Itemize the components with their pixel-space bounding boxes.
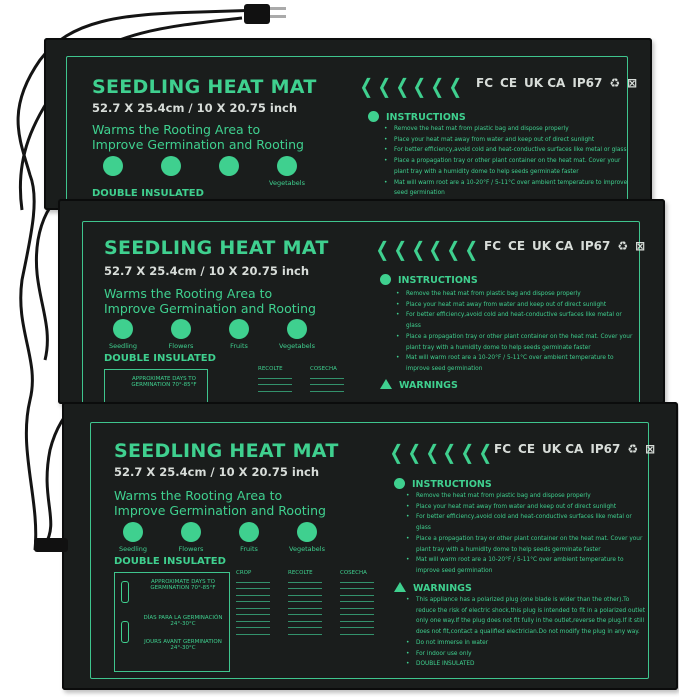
crop-columns: RECOLTE COSECHA	[258, 366, 344, 397]
fruit-icon: Fruits	[232, 522, 266, 553]
plant-icons	[116, 522, 324, 553]
mat-tagline: Warms the Rooting Area to Improve Germination and Rooting	[104, 286, 316, 316]
germination-row: DÍAS PARA LA GERMINACIÓN 24°-30°C	[143, 615, 223, 627]
cord-strain-relief	[34, 538, 68, 552]
seedling-icon: Seedling	[116, 522, 150, 553]
mat-dimensions: 52.7 X 25.4cm / 10 X 20.75 inch	[104, 264, 310, 278]
seedling-icon	[96, 156, 130, 187]
instructions-list: • Remove the heat mat from plastic bag and dispose properly • Place your heat mat away from water and keep out of direct sunlight • For better efficiency,avoid cold and heat-conductive surfaces like metal or glass • Place a propagation tray or other plant container on the heat mat. Cover your plant tray with a humidity dome to help seeds germinate faster • Mat will warm root are a 10-20°F / 5-11°C over ambient temperature to improve seed germination	[384, 124, 629, 199]
thermometer-icon	[121, 621, 129, 643]
vegetable-icon: Vegetabels	[290, 522, 324, 553]
instructions-heading: INSTRUCTIONS	[394, 478, 492, 490]
mat-title: SEEDLING HEAT MAT	[104, 237, 329, 259]
double-insulated-label: DOUBLE INSULATED	[114, 556, 226, 567]
warnings-list: • This appliance has a polarized plug (one blade is wider than the other).To reduce the risk of electric shock,this plug is intended to fit in a polarized outlet only one way.If the plug does not fit fully in the outlet,reverse the plug.If it still does not fit,contact a qualified electrician.Do not modify the plug in any way. • Do not immerse in water • For indoor use only • DOUBLE INSULATED	[406, 595, 646, 670]
arrow-chevrons-icon: ❮ ❮ ❮ ❮ ❮ ❮	[375, 237, 478, 261]
fruit-icon	[212, 156, 246, 187]
warnings-heading: WARNINGS	[380, 379, 458, 391]
warnings-heading: WARNINGS	[394, 582, 472, 594]
instructions-list: • Remove the heat mat from plastic bag and dispose properly • Place your heat mat away from water and keep out of direct sunlight • For better efficiency,avoid cold and heat-conductive surfaces like metal or glass • Place a propagation tray or other plant container on the heat mat. Cover your plant tray with a humidity dome to help seeds germinate faster • Mat will warm root are a 10-20°F / 5-11°C over ambient temperature to improve seed germination	[406, 491, 646, 577]
vegetable-icon: Vegetabels	[280, 319, 314, 350]
mat-dimensions: 52.7 X 25.4cm / 10 X 20.75 inch	[92, 101, 298, 115]
mat-title: SEEDLING HEAT MAT	[114, 440, 339, 462]
double-insulated-label: DOUBLE INSULATED	[104, 353, 216, 364]
arrow-chevrons-icon: ❮ ❮ ❮ ❮ ❮ ❮	[359, 74, 462, 98]
seedling-icon: Seedling	[106, 319, 140, 350]
certification-marks: FC CE UK CA IP67 ♻ ⊠	[476, 76, 638, 90]
germination-chart	[104, 369, 208, 405]
germination-chart	[114, 572, 230, 672]
vegetable-icon: Vegetabels	[270, 156, 304, 187]
certification-marks: FC CE UK CA IP67 ♻ ⊠	[484, 239, 646, 253]
instructions-heading: INSTRUCTIONS	[368, 111, 466, 123]
crop-columns: CROP RECOLTE COSECHA	[236, 570, 374, 640]
germination-row: APPROXIMATE DAYS TO GERMINATION 70°-85°F	[131, 376, 197, 388]
instructions-heading: INSTRUCTIONS	[380, 274, 478, 286]
plant-icons	[96, 156, 304, 187]
instructions-list: • Remove the heat mat from plastic bag and dispose properly • Place your heat mat away from water and keep out of direct sunlight • For better efficiency,avoid cold and heat-conductive surfaces like metal or glass • Place a propagation tray or other plant container on the heat mat. Cover your plant tray with a humidity dome to help seeds germinate faster • Mat will warm root are a 10-20°F / 5-11°C over ambient temperature to improve seed germination	[396, 289, 636, 375]
mat-dimensions: 52.7 X 25.4cm / 10 X 20.75 inch	[114, 465, 320, 479]
mat-tagline: Warms the Rooting Area to Improve Germination and Rooting	[114, 488, 326, 518]
certification-marks: FC CE UK CA IP67 ♻ ⊠	[494, 442, 656, 456]
double-insulated-label: DOUBLE INSULATED	[92, 188, 204, 199]
heat-mat-front	[62, 402, 678, 690]
germination-row: JOURS AVANT GERMINATION 24°-30°C	[144, 639, 222, 651]
mat-tagline: Warms the Rooting Area to Improve Germination and Rooting	[92, 122, 304, 152]
plant-icons	[106, 319, 314, 350]
mat-title: SEEDLING HEAT MAT	[92, 76, 317, 98]
flower-icon	[154, 156, 188, 187]
heat-mat-back	[44, 38, 652, 210]
germination-row: APPROXIMATE DAYS TO GERMINATION 70°-85°F	[150, 579, 216, 591]
flower-icon: Flowers	[174, 522, 208, 553]
arrow-chevrons-icon: ❮ ❮ ❮ ❮ ❮ ❮	[389, 440, 492, 464]
heat-mat-middle	[58, 199, 665, 404]
flower-icon: Flowers	[164, 319, 198, 350]
thermometer-icon	[121, 581, 129, 603]
fruit-icon: Fruits	[222, 319, 256, 350]
